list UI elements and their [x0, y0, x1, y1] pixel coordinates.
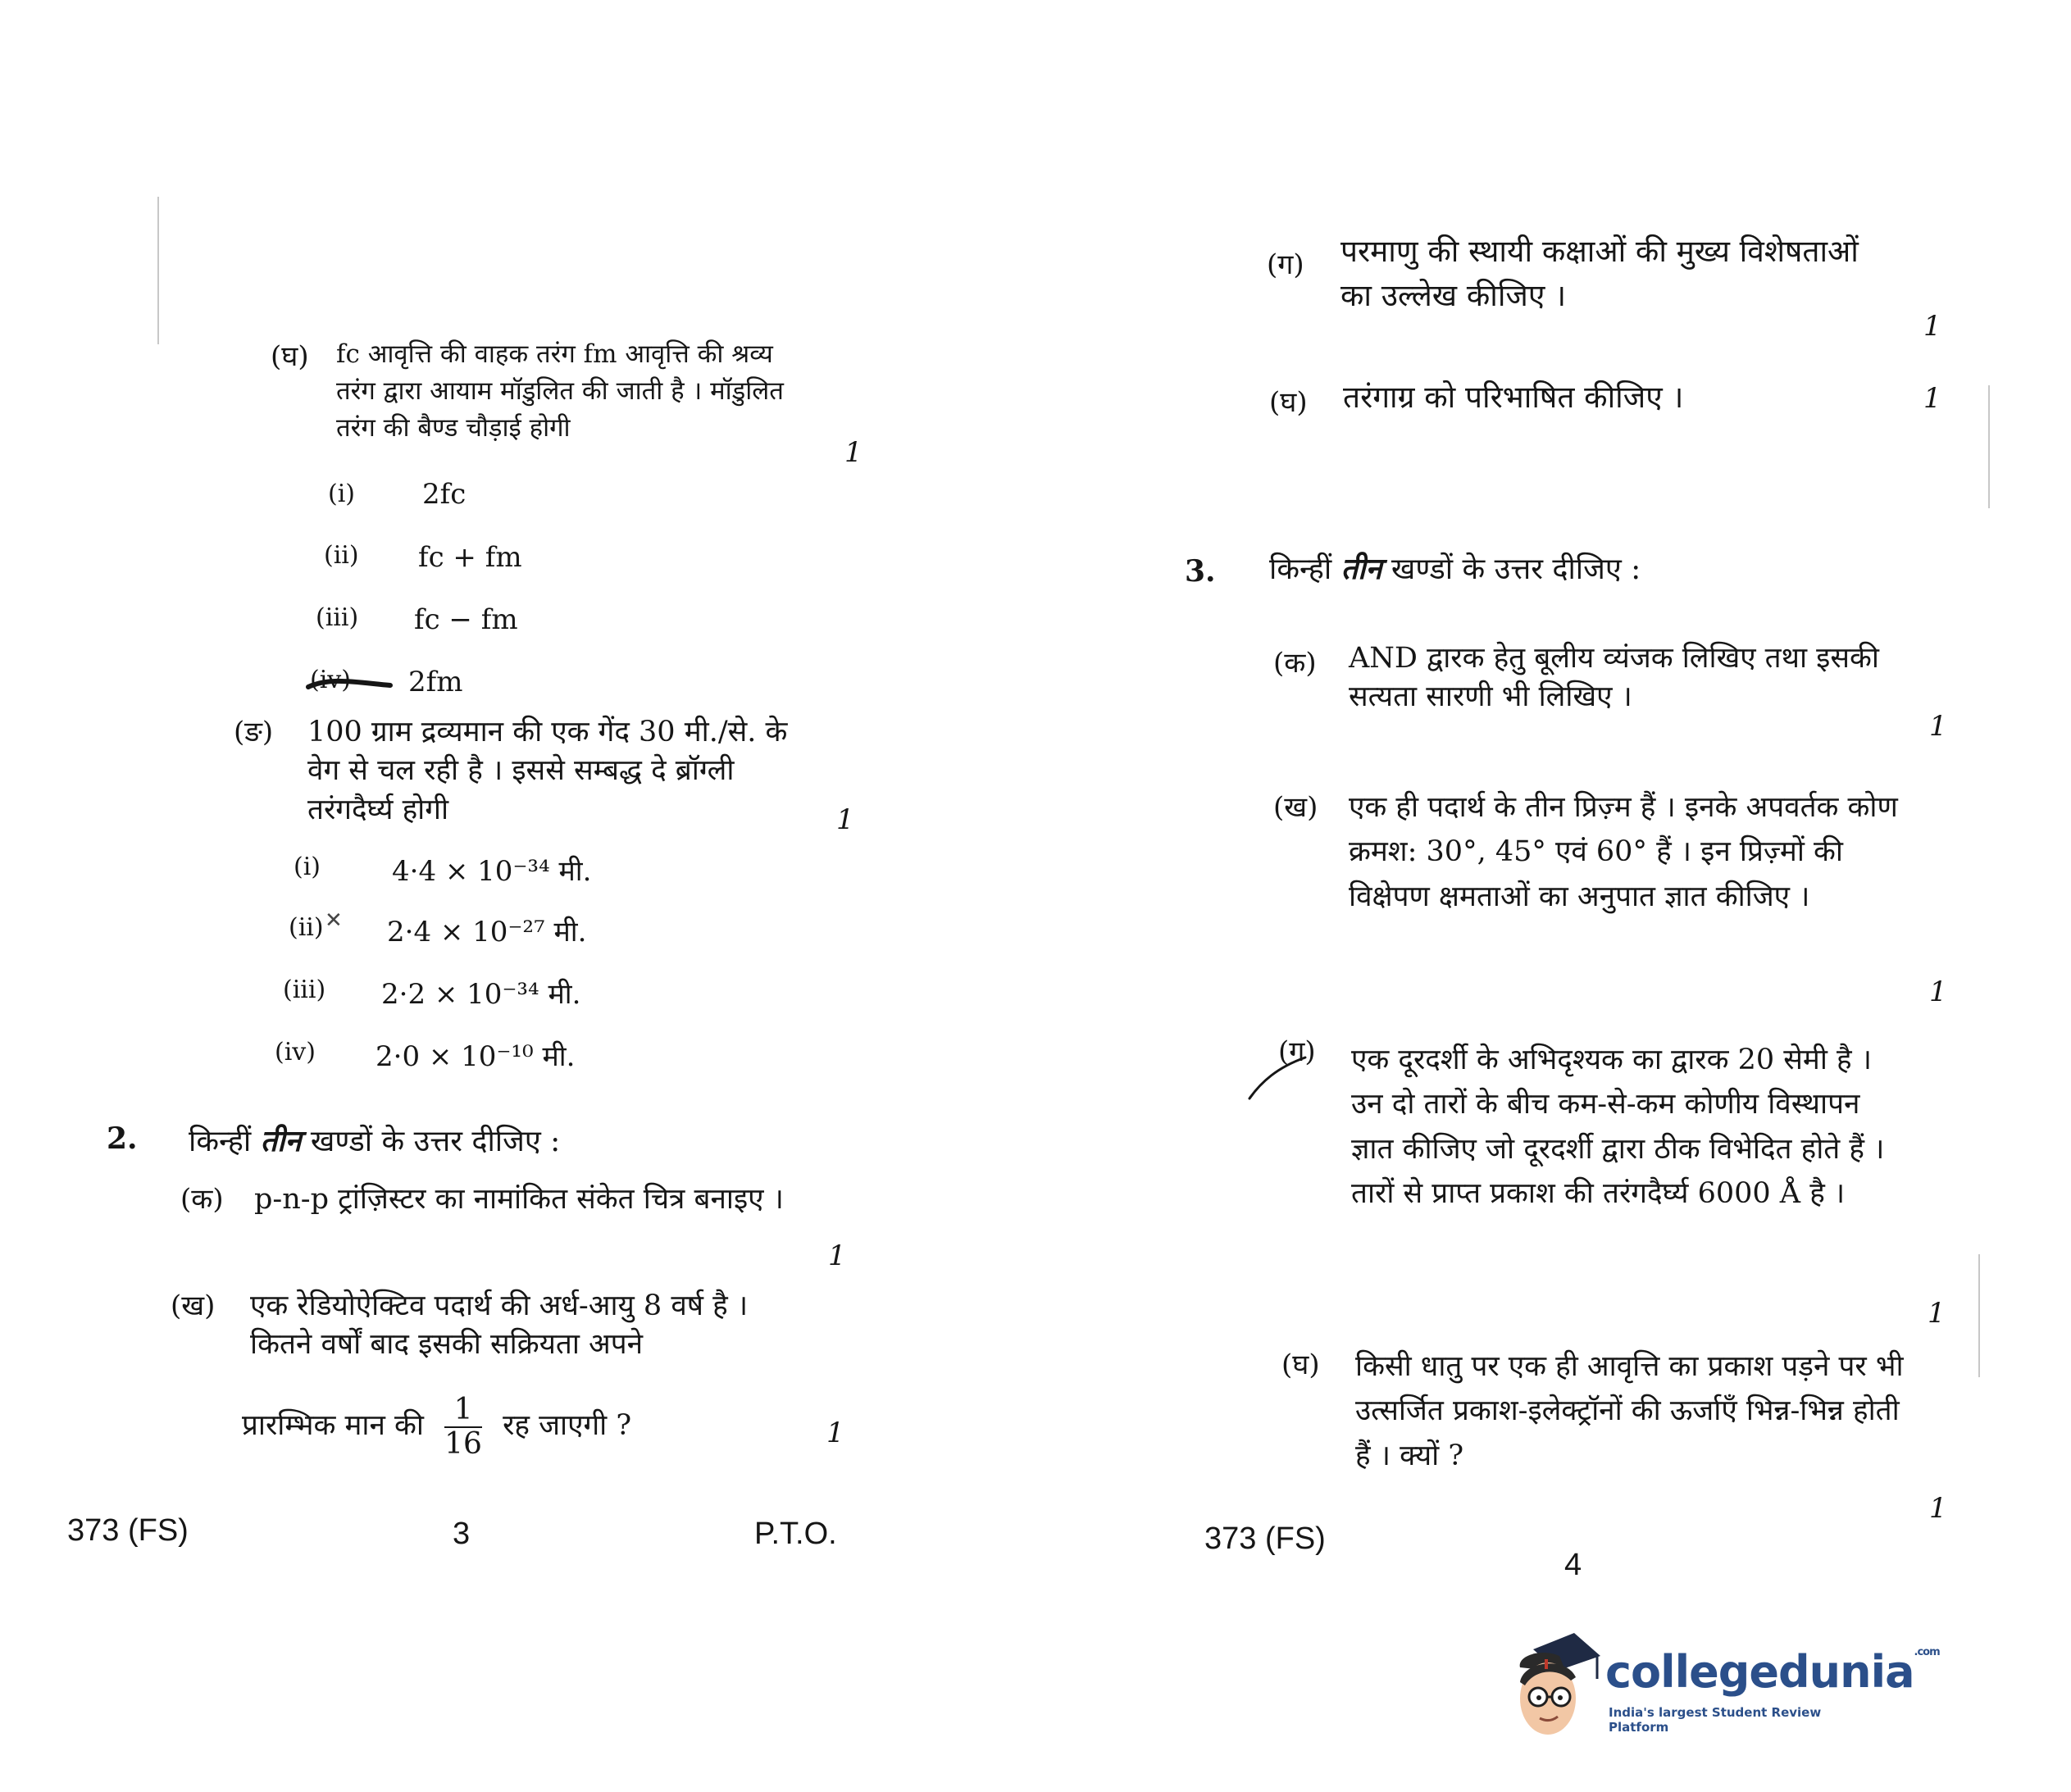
- footer-code: 373 (FS): [67, 1513, 189, 1548]
- q1-nga-text: 100 ग्राम द्रव्यमान की एक गेंद 30 मी./से. के वेग से चल रही है । इससे सम्बद्ध दे ब्रॉग्ली तरंगदैर्घ्य होगी: [307, 716, 788, 826]
- logo-brand: [1605, 1646, 1940, 1698]
- q2-ka-text: p-n-p ट्रांज़िस्टर का नामांकित संकेत चित्र बनाइए ।: [254, 1183, 784, 1216]
- q2-kha-tail-pre: प्रारम्भिक मान की: [242, 1409, 424, 1443]
- q3-gha-marks: 1: [1929, 1492, 1947, 1525]
- q2-gha-label: (घ): [1269, 386, 1308, 419]
- scan-edge-line: [1978, 1254, 1980, 1377]
- q1-nga-opt3-num: (iii): [283, 976, 326, 1004]
- q1-nga-opt2-value: 2·4 × 10⁻²⁷ मी.: [387, 916, 587, 948]
- footer-page-number: 3: [453, 1517, 471, 1551]
- fraction-numerator: 1: [444, 1394, 482, 1428]
- q1-gha-opt1-value: 2fc: [422, 478, 467, 511]
- q2-kha-label: (ख): [171, 1289, 216, 1322]
- q2-ga-label: (ग): [1267, 248, 1304, 281]
- q3-header-pre: किन्हीं: [1269, 553, 1332, 586]
- q2-ka-label: (क): [180, 1183, 224, 1216]
- cross-mark-icon: ✕: [325, 908, 343, 933]
- footer-code: 373 (FS): [1204, 1521, 1326, 1556]
- q1-gha-text: fc आवृत्ति की वाहक तरंग fm आवृत्ति की श्रव्य तरंग द्वारा आयाम मॉडुलित की जाती है । मॉडुलित तरंग की बैण्ड चौड़ाई होगी: [336, 339, 784, 443]
- pen-strike-mark: [305, 666, 395, 698]
- mascot-icon: [1509, 1631, 1603, 1746]
- q3-kha-label: (ख): [1273, 791, 1318, 824]
- q1-gha-marks: 1: [844, 436, 863, 469]
- q3-ka-label: (क): [1273, 647, 1317, 680]
- q3-header: [1269, 548, 1641, 588]
- q1-gha-opt4-num: (iv): [310, 666, 351, 694]
- q2-kha-tail: [242, 1394, 631, 1460]
- scan-edge-line: [157, 197, 159, 344]
- q3-gha-label: (घ): [1281, 1349, 1320, 1381]
- q1-nga-opt1-value: 4·4 × 10⁻³⁴ मी.: [392, 855, 592, 888]
- q1-gha-opt3-num: (iii): [316, 603, 359, 632]
- q1-gha-opt1-num: (i): [328, 480, 356, 508]
- q3-ka-text: AND द्वारक हेतु बूलीय व्यंजक लिखिए तथा इसकी सत्यता सारणी भी लिखिए ।: [1349, 642, 1879, 714]
- q2-header-em: तीन: [260, 1124, 302, 1158]
- q2-kha-text: एक रेडियोऐक्टिव पदार्थ की अर्ध-आयु 8 वर्ष है । कितने वर्षों बाद इसकी सक्रियता अपने: [250, 1289, 749, 1362]
- q1-nga-opt4-num: (iv): [275, 1038, 316, 1067]
- logo-tagline: India's largest Student Review Platform: [1609, 1705, 1822, 1735]
- q3-number: 3.: [1185, 554, 1216, 589]
- q2-ga-text: परमाणु की स्थायी कक्षाओं की मुख्य विशेषताओं का उल्लेख कीजिए ।: [1340, 234, 1859, 313]
- q3-ga-label: (ग): [1278, 1035, 1316, 1068]
- footer-page-number: 4: [1564, 1548, 1582, 1582]
- q3-header-em: तीन: [1340, 552, 1382, 586]
- q1-gha-opt3-value: fc − fm: [414, 603, 518, 636]
- q1-nga-marks: 1: [836, 803, 854, 836]
- right-page: [1036, 0, 2071, 1792]
- q3-ka-marks: 1: [1929, 710, 1947, 743]
- q3-gha-text: किसी धातु पर एक ही आवृत्ति का प्रकाश पड़ने पर भी उत्सर्जित प्रकाश-इलेक्ट्रॉनों की ऊर्जाएँ भिन्न-भिन्न होती हैं । क्यों ?: [1355, 1350, 1904, 1472]
- q1-nga-label: (ङ): [234, 716, 274, 748]
- fraction-denominator: 16: [444, 1426, 482, 1461]
- q3-ga-marks: 1: [1928, 1297, 1946, 1330]
- q2-header-post: खण्डों के उत्तर दीजिए :: [310, 1125, 561, 1158]
- logo-brand-suffix: .com: [1914, 1646, 1940, 1658]
- q2-header: [189, 1120, 560, 1160]
- q1-gha-opt4-value: 2fm: [408, 666, 463, 698]
- footer-pto: P.T.O.: [754, 1517, 837, 1551]
- q1-nga-opt3-value: 2·2 × 10⁻³⁴ मी.: [381, 978, 581, 1011]
- q2-number: 2.: [107, 1121, 138, 1156]
- collegedunia-logo: [1509, 1631, 1940, 1746]
- q2-gha-marks: 1: [1923, 382, 1941, 415]
- q2-kha-marks: 1: [826, 1417, 844, 1449]
- q2-gha-text: तरंगाग्र को परिभाषित कीजिए ।: [1343, 380, 1684, 415]
- q1-nga-opt1-num: (i): [294, 853, 321, 881]
- q1-nga-opt2-num: (ii): [289, 913, 324, 942]
- q2-ka-marks: 1: [828, 1239, 846, 1272]
- q2-header-pre: किन्हीं: [189, 1125, 252, 1158]
- q3-kha-text: एक ही पदार्थ के तीन प्रिज़्म हैं । इनके अपवर्तक कोण क्रमश: 30°, 45° एवं 60° हैं । इन प्रिज़्मों की विक्षेपण क्षमताओं का अनुपात ज्ञात कीजिए ।: [1349, 791, 1898, 913]
- q3-kha-marks: 1: [1929, 976, 1947, 1008]
- q3-ga-text: एक दूरदर्शी के अभिदृश्यक का द्वारक 20 सेमी है । उन दो तारों के बीच कम-से-कम कोणीय विस्थापन ज्ञात कीजिए जो दूरदर्शी द्वारा ठीक विभेदित होते हैं । तारों से प्राप्त प्रकाश की तरंगदैर्घ्य 6000 Å है ।: [1351, 1044, 1885, 1210]
- q2-kha-tail-post: रह जाएगी ?: [503, 1409, 632, 1443]
- q3-header-post: खण्डों के उत्तर दीजिए :: [1391, 553, 1641, 586]
- q1-gha-opt2-value: fc + fm: [418, 541, 522, 574]
- scan-edge-line: [1988, 385, 1990, 508]
- q2-ga-marks: 1: [1923, 310, 1941, 343]
- logo-brand-text: collegedunia: [1605, 1646, 1914, 1698]
- fraction: [444, 1394, 482, 1460]
- q1-gha-opt2-num: (ii): [324, 541, 359, 570]
- q1-gha-label: (घ): [271, 340, 309, 373]
- q1-nga-opt4-value: 2·0 × 10⁻¹⁰ मी.: [376, 1040, 576, 1073]
